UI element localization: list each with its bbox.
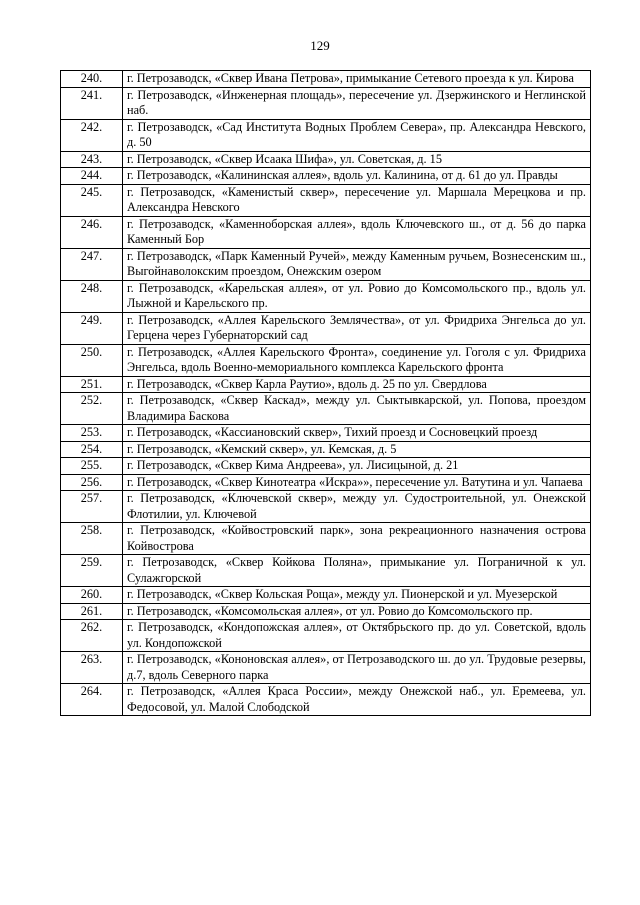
row-number: 250. xyxy=(61,344,123,376)
row-description: г. Петрозаводск, «Кондопожская аллея», от Октябрьского пр. до ул. Советской, вдоль ул. Кондопожской xyxy=(123,620,591,652)
row-number: 244. xyxy=(61,168,123,185)
row-number: 245. xyxy=(61,184,123,216)
table-row xyxy=(61,312,591,344)
table-row xyxy=(61,87,591,119)
row-number: 258. xyxy=(61,523,123,555)
table-row xyxy=(61,151,591,168)
row-description: г. Петрозаводск, «Аллея Краса России», между Онежской наб., ул. Еремеева, ул. Федосовой, ул. Малой Слободской xyxy=(123,684,591,716)
row-description: г. Петрозаводск, «Сквер Кольская Роща», между ул. Пионерской и ул. Муезерской xyxy=(123,587,591,604)
row-description: г. Петрозаводск, «Кассиановский сквер», Тихий проезд и Сосновецкий проезд xyxy=(123,425,591,442)
table-row xyxy=(61,458,591,475)
row-description: г. Петрозаводск, «Сквер Кинотеатра «Искра»», пересечение ул. Ватутина и ул. Чапаева xyxy=(123,474,591,491)
row-number: 240. xyxy=(61,71,123,88)
row-number: 259. xyxy=(61,555,123,587)
row-description: г. Петрозаводск, «Каменистый сквер», пересечение ул. Маршала Мерецкова и пр. Александра Невского xyxy=(123,184,591,216)
table-row xyxy=(61,376,591,393)
table-row xyxy=(61,344,591,376)
row-description: г. Петрозаводск, «Калининская аллея», вдоль ул. Калинина, от д. 61 до ул. Правды xyxy=(123,168,591,185)
row-description: г. Петрозаводск, «Сквер Ивана Петрова», примыкание Сетевого проезда к ул. Кирова xyxy=(123,71,591,88)
row-description: г. Петрозаводск, «Аллея Карельского Землячества», от ул. Фридриха Энгельса до ул. Герцена через Губернаторский сад xyxy=(123,312,591,344)
row-description: г. Петрозаводск, «Каменноборская аллея», вдоль Ключевского ш., от д. 56 до парка Каменный Бор xyxy=(123,216,591,248)
row-description: г. Петрозаводск, «Аллея Карельского Фронта», соединение ул. Гоголя с ул. Фридриха Энгельса, вдоль Военно-мемориального комплекса Карельского фронта xyxy=(123,344,591,376)
table-row xyxy=(61,393,591,425)
row-description: г. Петрозаводск, «Койвостровский парк», зона рекреационного назначения острова Койвострова xyxy=(123,523,591,555)
table-row xyxy=(61,184,591,216)
row-description: г. Петрозаводск, «Инженерная площадь», пересечение ул. Дзержинского и Неглинской наб. xyxy=(123,87,591,119)
row-number: 241. xyxy=(61,87,123,119)
row-number: 252. xyxy=(61,393,123,425)
table-row xyxy=(61,555,591,587)
row-number: 253. xyxy=(61,425,123,442)
table-row xyxy=(61,119,591,151)
table-row xyxy=(61,280,591,312)
row-number: 251. xyxy=(61,376,123,393)
row-number: 260. xyxy=(61,587,123,604)
table-row xyxy=(61,441,591,458)
row-number: 256. xyxy=(61,474,123,491)
page-number: 129 xyxy=(310,38,330,53)
table-row xyxy=(61,474,591,491)
table-row xyxy=(61,216,591,248)
table-row xyxy=(61,168,591,185)
row-number: 248. xyxy=(61,280,123,312)
row-description: г. Петрозаводск, «Кононовская аллея», от Петрозаводского ш. до ул. Трудовые резервы, д.7, вдоль Северного парка xyxy=(123,652,591,684)
row-number: 261. xyxy=(61,603,123,620)
table-row xyxy=(61,71,591,88)
table-row xyxy=(61,620,591,652)
row-number: 242. xyxy=(61,119,123,151)
row-number: 249. xyxy=(61,312,123,344)
row-description: г. Петрозаводск, «Комсомольская аллея», от ул. Ровио до Комсомольского пр. xyxy=(123,603,591,620)
row-description: г. Петрозаводск, «Сквер Койкова Поляна», примыкание ул. Пограничной к ул. Сулажгорской xyxy=(123,555,591,587)
table-body xyxy=(61,71,591,716)
row-description: г. Петрозаводск, «Сквер Каскад», между ул. Сыктывкарской, ул. Попова, проездом Владимира Баскова xyxy=(123,393,591,425)
row-description: г. Петрозаводск, «Сад Института Водных Проблем Севера», пр. Александра Невского, д. 50 xyxy=(123,119,591,151)
row-description: г. Петрозаводск, «Ключевской сквер», между ул. Судостроительной, ул. Онежской Флотилии, ул. Ключевой xyxy=(123,491,591,523)
row-number: 254. xyxy=(61,441,123,458)
table-row xyxy=(61,491,591,523)
row-description: г. Петрозаводск, «Кемский сквер», ул. Кемская, д. 5 xyxy=(123,441,591,458)
row-number: 243. xyxy=(61,151,123,168)
row-description: г. Петрозаводск, «Парк Каменный Ручей», между Каменным ручьем, Вознесенским ш., Выгойнаволокским проездом, Онежским озером xyxy=(123,248,591,280)
row-number: 262. xyxy=(61,620,123,652)
table-row xyxy=(61,652,591,684)
objects-table xyxy=(60,70,591,716)
table-row xyxy=(61,248,591,280)
row-description: г. Петрозаводск, «Карельская аллея», от ул. Ровио до Комсомольского пр., вдоль ул. Лыжной и Карельского пр. xyxy=(123,280,591,312)
row-number: 263. xyxy=(61,652,123,684)
row-number: 264. xyxy=(61,684,123,716)
row-number: 246. xyxy=(61,216,123,248)
table-row xyxy=(61,425,591,442)
row-number: 257. xyxy=(61,491,123,523)
table-row xyxy=(61,684,591,716)
row-number: 247. xyxy=(61,248,123,280)
row-description: г. Петрозаводск, «Сквер Кима Андреева», ул. Лисицыной, д. 21 xyxy=(123,458,591,475)
table-row xyxy=(61,523,591,555)
row-number: 255. xyxy=(61,458,123,475)
table-row xyxy=(61,587,591,604)
table-row xyxy=(61,603,591,620)
row-description: г. Петрозаводск, «Сквер Карла Раутио», вдоль д. 25 по ул. Свердлова xyxy=(123,376,591,393)
row-description: г. Петрозаводск, «Сквер Исаака Шифа», ул. Советская, д. 15 xyxy=(123,151,591,168)
